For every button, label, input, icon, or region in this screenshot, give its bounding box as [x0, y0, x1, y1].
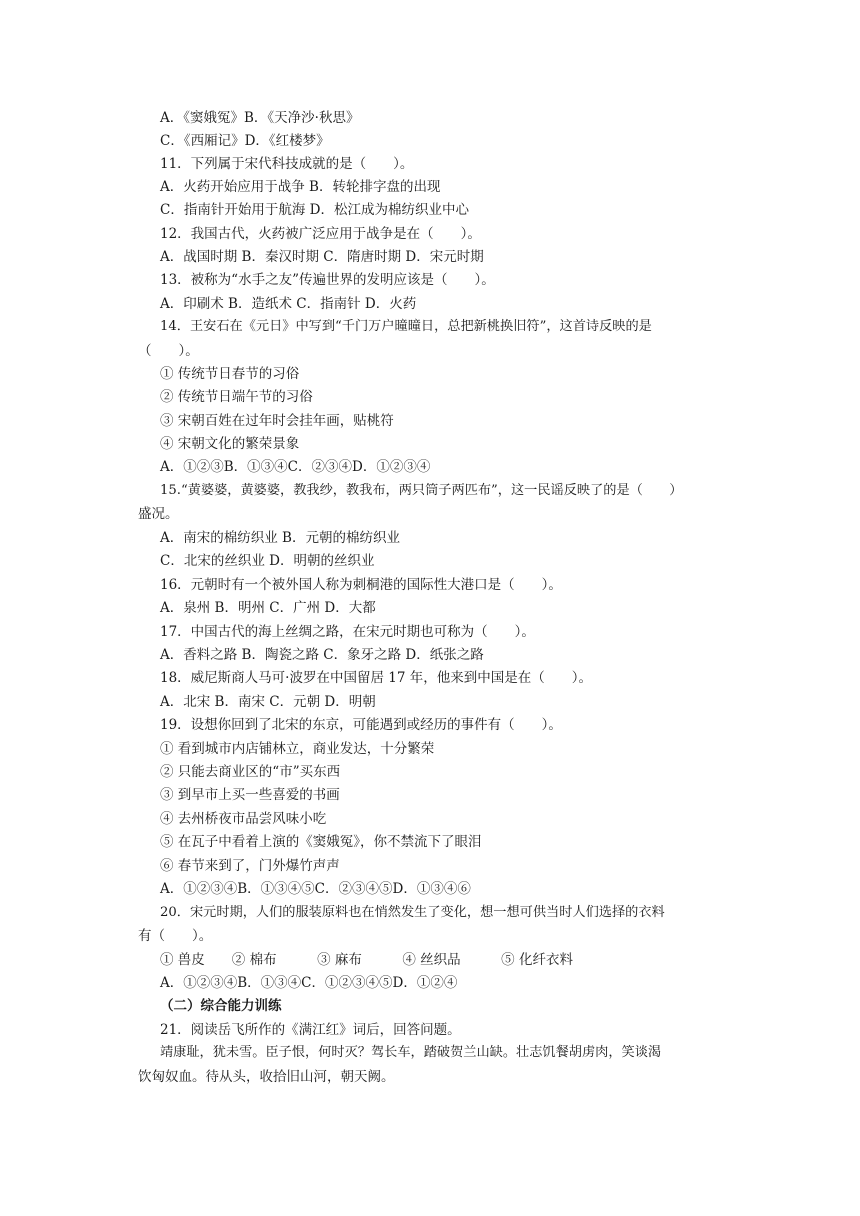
text-line: ① 兽皮 ② 棉布 ③ 麻布 ④ 丝织品 ⑤ 化纤衣料 — [160, 952, 573, 968]
text-line: ② 只能去商业区的“市”买东西 — [160, 764, 341, 780]
text-line: ④ 宋朝文化的繁荣景象 — [160, 436, 300, 452]
text-line: A．①②③B．①③④C．②③④D．①②③④ — [160, 459, 431, 475]
text-line: A．①②③④B．①③④⑤C．②③④⑤D．①③④⑥ — [160, 881, 471, 897]
text-line: 17．中国古代的海上丝绸之路，在宋元时期也可称为（ ）。 — [160, 624, 535, 640]
section-heading: （二）综合能力训练 — [160, 998, 282, 1014]
text-line: ③ 到早市上买一些喜爱的书画 — [160, 787, 340, 803]
text-line: 13．被称为“水手之友”传遍世界的发明应该是（ ）。 — [160, 272, 495, 288]
text-line: A．北宋 B．南宋 C．元朝 D．明朝 — [160, 694, 376, 710]
text-line: C．《西厢记》D．《红楼梦》 — [160, 133, 330, 149]
text-line: ③ 宋朝百姓在过年时会挂年画，贴桃符 — [160, 413, 394, 429]
text-line: A．①②③④B．①③④C．①②③④⑤D．①②④ — [160, 975, 458, 991]
text-line: 20．宋元时期，人们的服装原料也在悄然发生了变化，想一想可供当时人们选择的衣料 — [160, 905, 665, 920]
text-line: ④ 去州桥夜市品尝风味小吃 — [160, 811, 327, 827]
text-line: ⑥ 春节来到了，门外爆竹声声 — [160, 858, 340, 874]
text-line: ⑤ 在瓦子中看着上演的《窦娥冤》，你不禁流下了眼泪 — [160, 834, 482, 850]
text-line: 12．我国古代，火药被广泛应用于战争是在（ ）。 — [160, 226, 481, 242]
text-line: A．战国时期 B．秦汉时期 C．隋唐时期 D．宋元时期 — [160, 249, 484, 265]
text-line: ① 看到城市内店铺林立，商业发达，十分繁荣 — [160, 741, 435, 757]
text-line: 21．阅读岳飞所作的《满江红》词后，回答问题。 — [160, 1022, 461, 1038]
text-line: 盛况。 — [138, 506, 179, 522]
text-line: （ ）。 — [138, 343, 199, 359]
text-line: A．泉州 B．明州 C．广州 D．大都 — [160, 600, 376, 616]
text-line: A．香料之路 B．陶瓷之路 C．象牙之路 D．纸张之路 — [160, 647, 484, 663]
text-line: 有（ ）。 — [138, 928, 213, 944]
text-line: A．印刷术 B．造纸术 C．指南针 D．火药 — [160, 296, 417, 312]
text-line: ② 传统节日端午节的习俗 — [160, 389, 313, 405]
text-line: 19．设想你回到了北宋的东京，可能遇到或经历的事件有（ ）。 — [160, 717, 562, 733]
text-line: 16．元朝时有一个被外国人称为刺桐港的国际性大港口是（ ）。 — [160, 577, 562, 593]
text-line: 18．威尼斯商人马可·波罗在中国留居 17 年，他来到中国是在（ ）。 — [160, 670, 592, 686]
text-line: 靖康耻，犹未雪。臣子恨，何时灭？驾长车，踏破贺兰山缺。壮志饥餐胡虏肉，笑谈渴 — [160, 1045, 662, 1060]
text-line: 14．王安石在《元日》中写到“千门万户曈曈日，总把新桃换旧符”，这首诗反映的是 — [160, 319, 652, 334]
text-line: ① 传统节日春节的习俗 — [160, 366, 300, 382]
text-line: A．火药开始应用于战争 B．转轮排字盘的出现 — [160, 179, 441, 195]
text-line: C．指南针开始用于航海 D．松江成为棉纺织业中心 — [160, 202, 469, 218]
text-line: C．北宋的丝织业 D．明朝的丝织业 — [160, 553, 375, 569]
text-line: 15.“黄婆婆，黄婆婆，教我纱，教我布，两只筒子两匹布”，这一民谣反映了的是（ ） — [160, 483, 683, 498]
text-line: A．《窦娥冤》B．《天净沙·秋思》 — [160, 110, 360, 126]
text-line: 11．下列属于宋代科技成就的是（ ）。 — [160, 156, 414, 172]
text-line: A．南宋的棉纺织业 B．元朝的棉纺织业 — [160, 530, 400, 546]
text-line: 饮匈奴血。待从头，收拾旧山河，朝天阙。 — [138, 1069, 395, 1085]
